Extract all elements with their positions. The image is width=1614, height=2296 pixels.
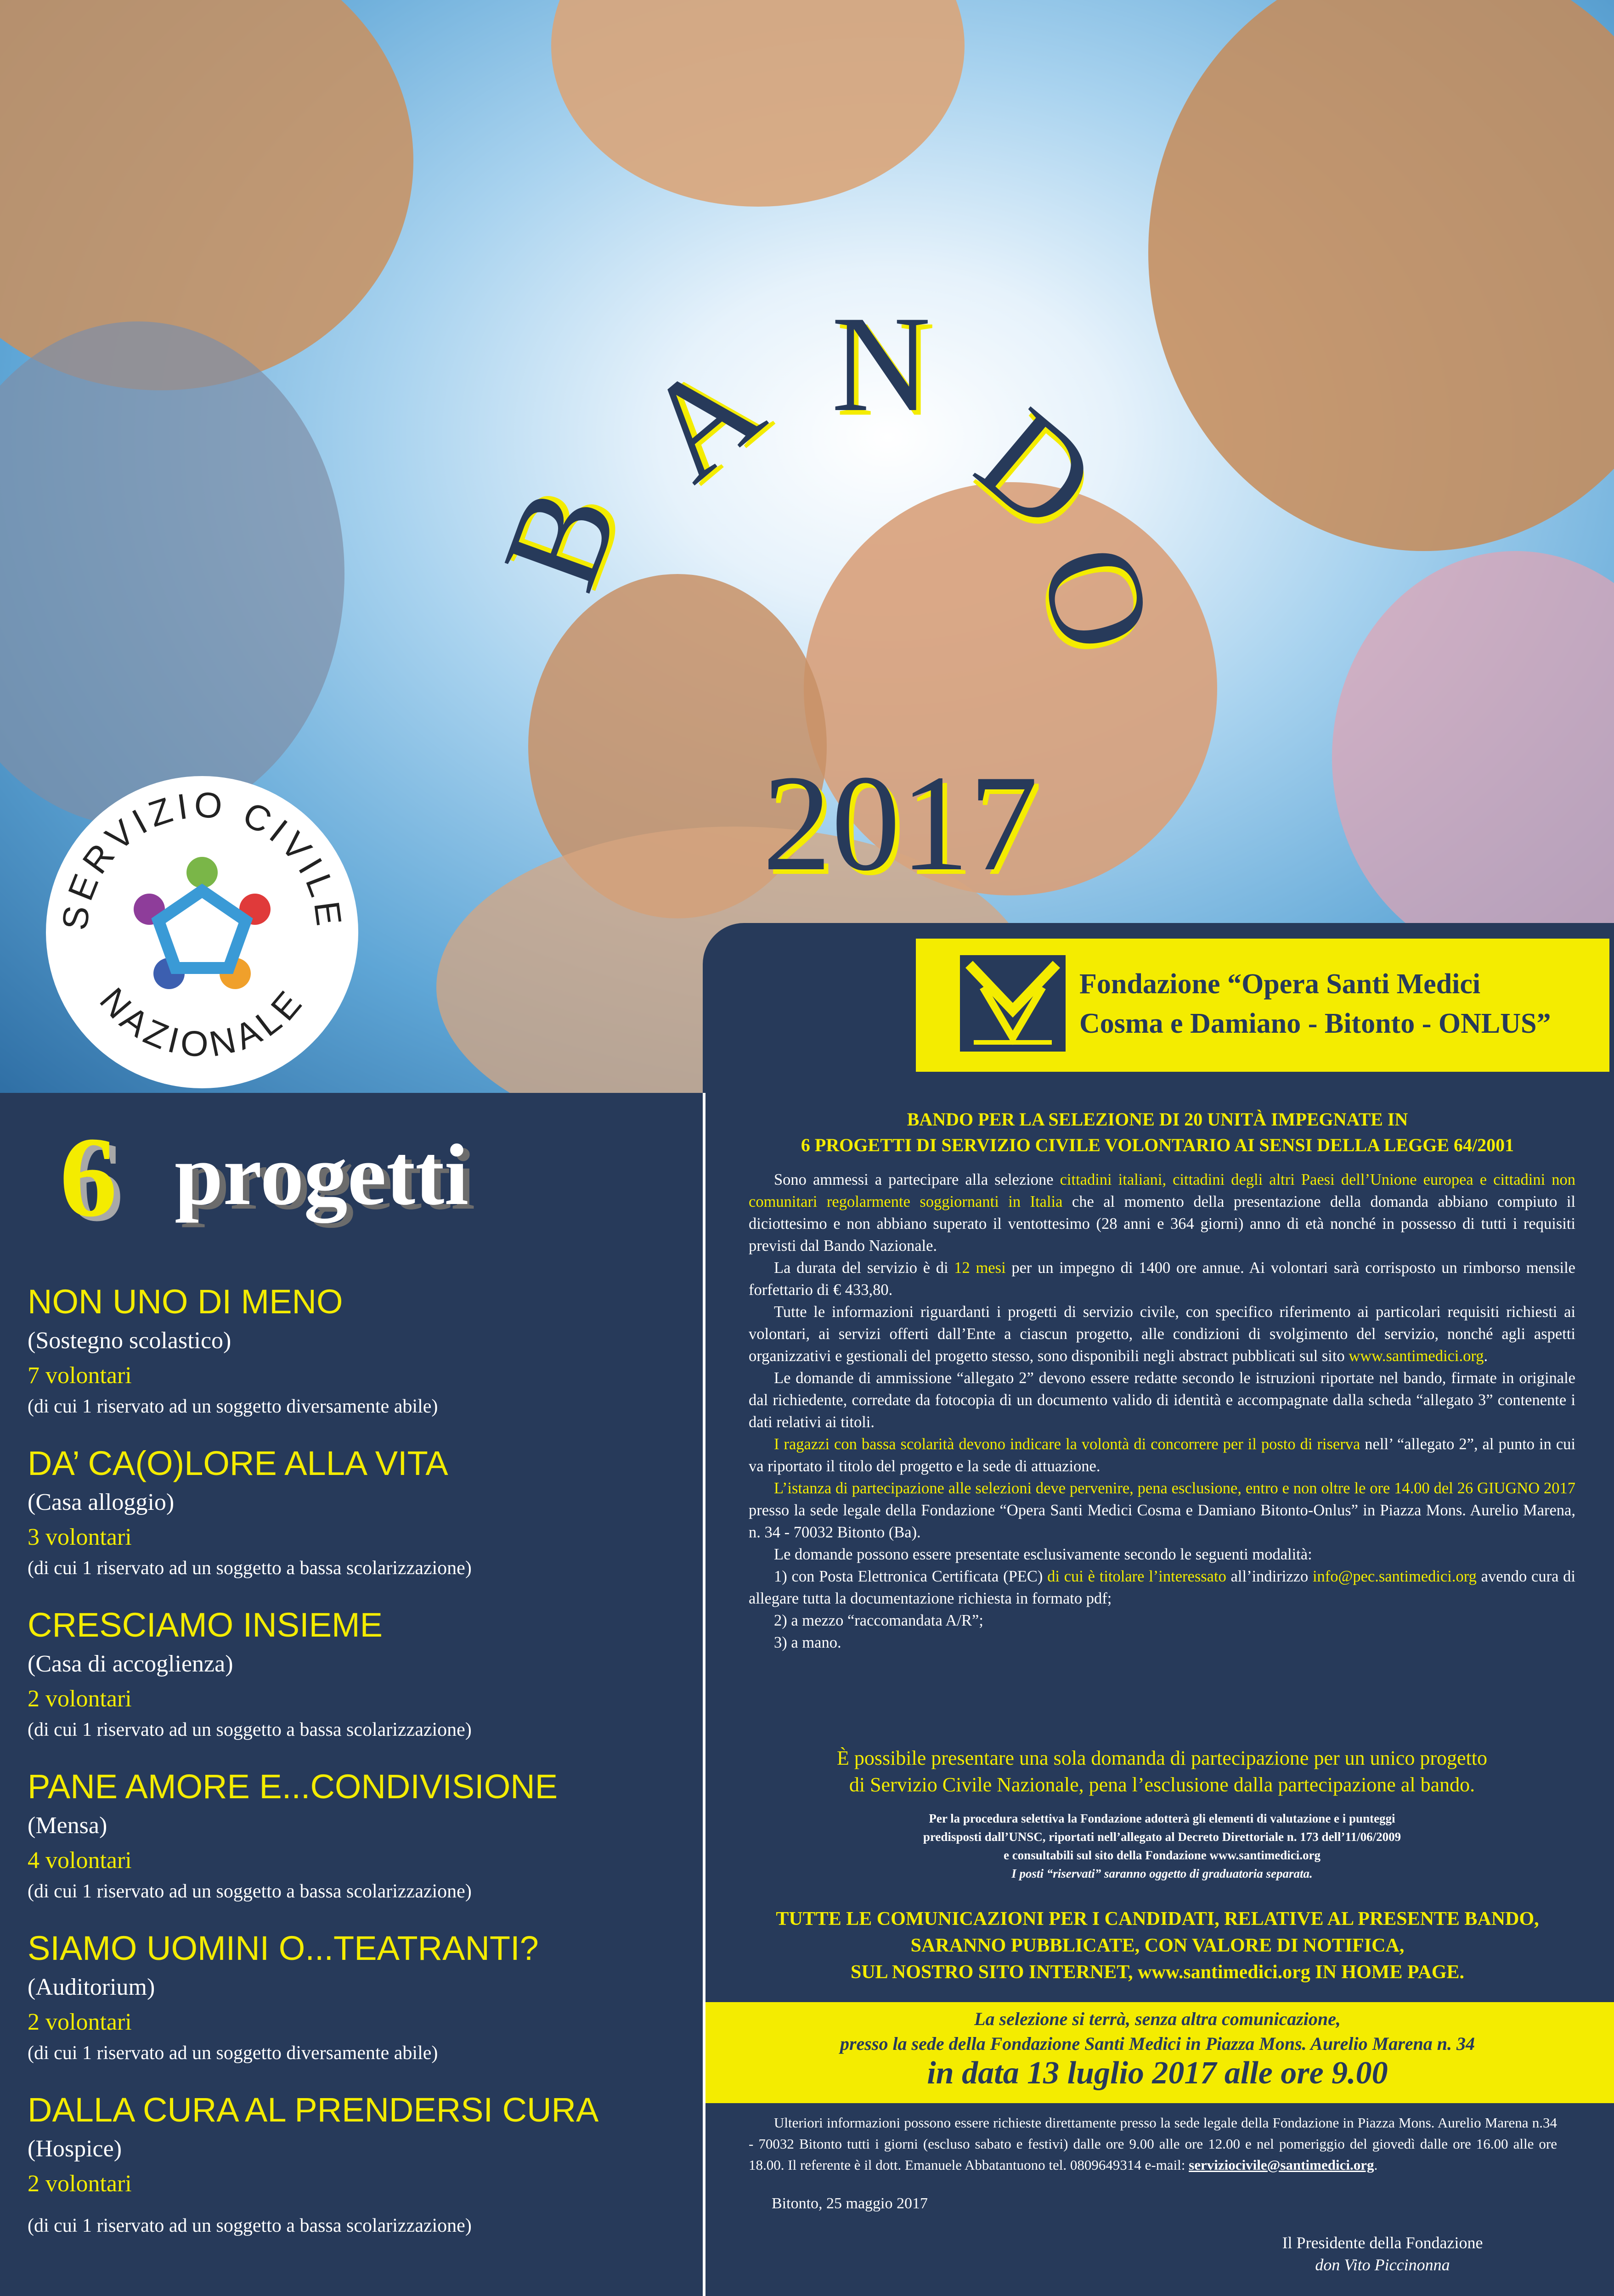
- info-paragraph: [749, 1301, 1575, 1367]
- website-link[interactable]: www.santimedici.org: [1349, 1347, 1484, 1365]
- project-volunteers: 4 volontari: [28, 1847, 132, 1874]
- project-title: DA’ CA(O)LORE ALLA VITA: [28, 1444, 448, 1482]
- project-item: [28, 1604, 689, 1744]
- project-subtitle: (Hospice): [28, 2136, 122, 2162]
- selection-location: [717, 2007, 1598, 2056]
- selection-line1: La selezione si terrà, senza altra comunicazione,: [974, 2009, 1341, 2029]
- text-run-highlight: cittadini italiani, cittadini degli altri Paesi dell’Unione europea e cittadini non comunitari regolarmente soggiornanti in Italia: [749, 1171, 1575, 1210]
- project-note: (di cui 1 riservato ad un soggetto a bassa scolarizzazione): [28, 1719, 472, 1740]
- procedure-line1: Per la procedura selettiva la Fondazione adotterà gli elementi di valutazione e i punteggi: [929, 1812, 1395, 1825]
- text-run: Tutte le informazioni riguardanti i progetti di servizio civile, con specifico riferimento ai particolari requisiti richiesti ai volontari, ai servizi offerti dall’Ente a ciascun progetto, alle condizioni di svolgimento del servizio, nonché agli aspetti organizzativi e gestionali del progetto stesso, sono disponibili negli abstract pubblicati sul sito: [749, 1303, 1575, 1365]
- single-application-note: [735, 1745, 1589, 1798]
- project-volunteers: 2 volontari: [28, 2171, 132, 2197]
- text-run: La durata del servizio è di: [774, 1259, 954, 1277]
- president-title: Il Presidente della Fondazione: [1282, 2234, 1483, 2252]
- project-item: [28, 1443, 689, 1582]
- procedure-line3: e consultabili sul sito della Fondazione www.santimedici.org: [1003, 1848, 1321, 1862]
- project-title: DALLA CURA AL PRENDERSI CURA: [28, 2091, 599, 2129]
- project-subtitle: (Mensa): [28, 1812, 107, 1839]
- fondazione-logo-icon: [960, 955, 1066, 1052]
- hero-person-2: [551, 0, 965, 207]
- servizio-civile-logo-icon: [46, 776, 358, 1088]
- org-name-line1: Fondazione “Opera Santi Medici: [1079, 968, 1481, 1000]
- project-item: [28, 2089, 689, 2240]
- project-subtitle: (Sostegno scolastico): [28, 1328, 231, 1354]
- president-name: don Vito Piccinonna: [1315, 2256, 1450, 2274]
- project-subtitle: (Casa alloggio): [28, 1489, 175, 1515]
- further-info: [749, 2112, 1557, 2176]
- communications-notice: [726, 1906, 1589, 1986]
- org-name-line2: Cosma e Damiano - Bitonto - ONLUS”: [1079, 1008, 1551, 1039]
- text-run: Sono ammessi a partecipare alla selezione: [774, 1171, 1060, 1188]
- project-item: [28, 1766, 689, 1906]
- project-volunteers: 3 volontari: [28, 1524, 132, 1550]
- issue-date: Bitonto, 25 maggio 2017: [772, 2195, 928, 2212]
- text-run-highlight: L’istanza di partecipazione alle selezioni deve pervenire, pena esclusione, entro e non oltre le ore 14.00 del 26 GIUGNO 2017: [774, 1480, 1575, 1497]
- reserve-paragraph: [749, 1433, 1575, 1477]
- procedure-note: [735, 1809, 1589, 1883]
- contact-email-link[interactable]: serviziocivile@santimedici.org: [1189, 2157, 1374, 2173]
- signature-block: [1213, 2232, 1552, 2276]
- hero-shirt-2: [1332, 551, 1614, 964]
- project-subtitle: (Auditorium): [28, 1974, 155, 2000]
- announcement-heading-line2: 6 PROGETTI DI SERVIZIO CIVILE VOLONTARIO AI SENSI DELLA LEGGE 64/2001: [801, 1135, 1514, 1155]
- bando-letter-d: D: [950, 379, 1125, 560]
- single-application-line1: È possibile presentare una sola domanda di partecipazione per un unico progetto: [836, 1747, 1488, 1769]
- projects-label: progetti: [175, 1127, 469, 1223]
- bando-letter-b: B: [473, 469, 648, 608]
- project-volunteers: 7 volontari: [28, 1362, 132, 1389]
- project-title: CRESCIAMO INSIEME: [28, 1606, 383, 1644]
- project-volunteers: 2 volontari: [28, 2009, 132, 2035]
- communications-line3: SUL NOSTRO SITO INTERNET, www.santimedici.org IN HOME PAGE.: [850, 1962, 1465, 1983]
- bando-year: 2017: [762, 747, 1038, 899]
- procedure-line4: I posti “riservati” saranno oggetto di graduatoria separata.: [1011, 1867, 1313, 1880]
- seal-bottom-text: NAZIONALE: [92, 980, 312, 1065]
- text-run-highlight: di cui è titolare l’interessato: [1047, 1568, 1226, 1585]
- project-title: NON UNO DI MENO: [28, 1283, 343, 1321]
- project-note: (di cui 1 riservato ad un soggetto diversamente abile): [28, 2043, 438, 2064]
- selection-line2: presso la sede della Fondazione Santi Medici in Piazza Mons. Aurelio Marena n. 34: [840, 2033, 1475, 2054]
- project-item: [28, 1281, 689, 1421]
- servizio-civile-seal: [46, 776, 358, 1088]
- modalities-paragraph: Le domande possono essere presentate esclusivamente secondo le seguenti modalità:: [774, 1546, 1312, 1563]
- text-run-highlight: 12 mesi: [954, 1259, 1006, 1277]
- announcement-heading: [717, 1107, 1598, 1158]
- modality-hand: 3) a mano.: [774, 1634, 841, 1651]
- modality-mail: 2) a mezzo “raccomandata A/R”;: [774, 1612, 983, 1629]
- project-note: (di cui 1 riservato ad un soggetto diversamente abile): [28, 1396, 438, 1417]
- eligibility-paragraph: [749, 1169, 1575, 1257]
- pec-email-link[interactable]: info@pec.santimedici.org: [1312, 1568, 1477, 1585]
- single-application-line2: di Servizio Civile Nazionale, pena l’esclusione dalla partecipazione al bando.: [849, 1773, 1475, 1796]
- duration-paragraph: [749, 1257, 1575, 1301]
- hero-shirt-1: [0, 321, 344, 827]
- text-run: nell’ “allegato 2”, al punto in cui va riportato il titolo del progetto e la sede di attuazione.: [749, 1435, 1575, 1475]
- seal-top-text: SERVIZIO CIVILE: [54, 784, 350, 933]
- project-note: (di cui 1 riservato ad un soggetto a bassa scolarizzazione): [28, 2215, 472, 2236]
- org-name: [1079, 964, 1551, 1043]
- bando-letter-o: O: [1010, 530, 1184, 666]
- text-run: per un impegno di 1400 ore annue. Ai volontari sarà corrisposto un rimborso mensile forfettario di € 433,80.: [749, 1259, 1575, 1299]
- text-run: .: [1374, 2157, 1378, 2173]
- modality-pec: [749, 1565, 1575, 1609]
- project-volunteers: 2 volontari: [28, 1686, 132, 1712]
- deadline-paragraph: [749, 1477, 1575, 1543]
- hero-person-1: [0, 0, 413, 390]
- text-run: .: [1484, 1347, 1488, 1365]
- project-title: PANE AMORE E...CONDIVISIONE: [28, 1767, 558, 1806]
- project-subtitle: (Casa di accoglienza): [28, 1651, 233, 1677]
- text-run: che al momento della presentazione della domanda abbiano compiuto il diciottesimo e non abbiano superato il ventottesimo (28 anni e 364 giorni) anno di età nonché in possesso di tutti i requisiti previsti dal Bando Nazionale.: [749, 1193, 1575, 1255]
- bando-letter-a: A: [615, 328, 789, 509]
- text-run: avendo cura di allegare tutta la documentazione richiesta in formato pdf;: [749, 1568, 1575, 1607]
- text-run-highlight: I ragazzi con bassa scolarità devono indicare la volontà di concorrere per il posto di riserva: [774, 1435, 1360, 1453]
- svg-text:NAZIONALE: [92, 980, 312, 1064]
- communications-line1: TUTTE LE COMUNICAZIONI PER I CANDIDATI, RELATIVE AL PRESENTE BANDO,: [776, 1908, 1539, 1930]
- announcement-heading-line1: BANDO PER LA SELEZIONE DI 20 UNITÀ IMPEGNATE IN: [907, 1109, 1408, 1130]
- bando-letter-n: N: [831, 287, 931, 440]
- procedure-line2: predisposti dall’UNSC, riportati nell’allegato al Decreto Direttoriale n. 173 dell’11/06/2009: [923, 1830, 1401, 1844]
- text-run: presso la sede legale della Fondazione “Opera Santi Medici Cosma e Damiano Bitonto-Onlus” in Piazza Mons. Aurelio Marena, n. 34 - 70032 Bitonto (Ba).: [749, 1502, 1575, 1541]
- project-title: SIAMO UOMINI O...TEATRANTI?: [28, 1929, 539, 1967]
- project-note: (di cui 1 riservato ad un soggetto a bassa scolarizzazione): [28, 1881, 472, 1902]
- text-run: Ulteriori informazioni possono essere richieste direttamente presso la sede legale della Fondazione in Piazza Mons. Aurelio Marena n.34 - 70032 Bitonto tutti i giorni (escluso sabato e festivi) dalle ore 9.00 alle ore 12.00 e nel pomeriggio del giovedì dalle ore 16.00 alle ore 18.00. Il referente è il dott. Emanuele Abbatantuono tel. 0809649314 e-mail:: [749, 2115, 1557, 2173]
- application-paragraph: Le domande di ammissione “allegato 2” devono essere redatte secondo le istruzioni riportate nel bando, firmate in originale dal richiedente, corredate da fotocopia di un documento valido di identità e accompagnate dalla scheda “allegato 3” contenente i dati relativi ai titoli.: [749, 1369, 1575, 1431]
- selection-date: in data 13 luglio 2017 alle ore 9.00: [927, 2055, 1388, 2091]
- text-run: 1) con Posta Elettronica Certificata (PEC): [774, 1568, 1048, 1585]
- communications-line2: SARANNO PUBBLICATE, CON VALORE DI NOTIFICA,: [910, 1935, 1405, 1956]
- projects-count: 6: [60, 1114, 117, 1241]
- announcement-body: [749, 1169, 1575, 1654]
- hero-person-3: [1148, 0, 1614, 551]
- project-note: (di cui 1 riservato ad un soggetto a bassa scolarizzazione): [28, 1558, 472, 1579]
- project-item: [28, 1928, 689, 2067]
- text-run: all’indirizzo: [1226, 1568, 1313, 1585]
